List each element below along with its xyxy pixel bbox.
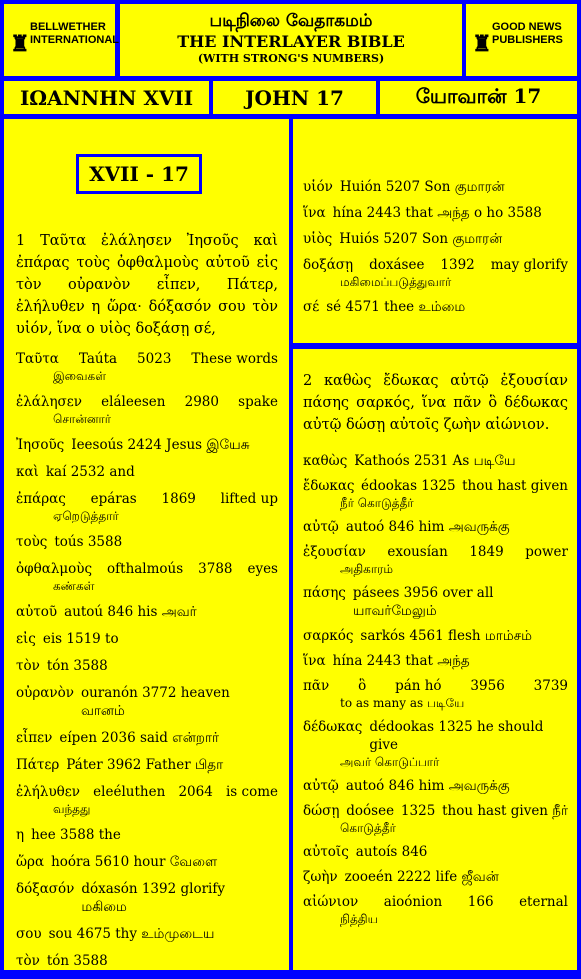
word-entry-line [16, 350, 278, 368]
word-entry [303, 893, 568, 927]
greek-word: ὀφθαλμοὺς [16, 561, 93, 577]
word-detail: 2064 [178, 784, 213, 800]
header-title-box [120, 4, 462, 76]
word-entry-line [16, 729, 278, 747]
word-detail: pán hó [395, 678, 442, 694]
greek-word: σου [16, 926, 42, 942]
tamil-meaning: அதிகாரம் [340, 562, 393, 576]
greek-word: σαρκός [303, 628, 354, 644]
word-entry-line [16, 603, 278, 621]
word-detail: autoís 846 [355, 844, 428, 860]
word-entry [303, 543, 568, 577]
title-tamil: படிநிலை வேதாகமம் [209, 11, 373, 31]
word-entry [16, 630, 278, 648]
greek-word: δώσῃ [303, 803, 340, 819]
tamil-meaning: இவைகள் [53, 369, 107, 383]
tamil-meaning: அவர் கொடுப்பார் [340, 755, 440, 769]
greek-word: ἵνα [303, 653, 326, 669]
word-entry [303, 584, 568, 620]
word-entry-line [303, 868, 568, 886]
word-detail: eis 1519 to [42, 631, 119, 647]
greek-word: Ἰησοῦς [16, 437, 65, 453]
tamil-meaning: நீர் கொடுத்தீர் [340, 496, 414, 510]
word-entry-line [303, 843, 568, 861]
word-detail: Ieesoús 2424 Jesus இயேசு [71, 437, 250, 453]
word-entry [16, 925, 278, 943]
word-detail: sarkós 4561 flesh மாம்சம் [360, 628, 533, 644]
left-word-list [16, 350, 278, 979]
word-detail: hína 2443 that அந்த [332, 653, 470, 669]
word-entry [16, 853, 278, 871]
word-detail: eláleesen [101, 394, 166, 410]
word-detail: tón 3588 [46, 658, 108, 674]
word-detail: 2980 [184, 394, 219, 410]
word-detail: 1392 [440, 257, 475, 273]
word-detail: hee 3588 the [31, 827, 121, 843]
greek-word: ζωὴν [303, 869, 338, 885]
greek-word: Πάτερ [16, 757, 60, 773]
word-entry [16, 560, 278, 594]
word-entry-line [16, 560, 278, 578]
tamil-meaning: நித்திய [340, 912, 378, 926]
word-detail: exousían [387, 544, 448, 560]
word-entry-line [303, 256, 568, 274]
greek-word: καθὼς [303, 453, 348, 469]
word-entry-line [16, 630, 278, 648]
word-entry [16, 729, 278, 747]
word-detail: sou 4675 thy உம்முடைய [48, 926, 215, 942]
word-entry-line [303, 802, 568, 820]
word-entry-line [16, 463, 278, 481]
word-entry-line [303, 452, 568, 470]
word-entry-line [16, 880, 278, 916]
tower-icon: ♜ [472, 31, 492, 57]
word-detail: eípen 2036 said என்றார் [59, 730, 220, 746]
word-entry-line [303, 230, 568, 248]
greek-word: ἐπάρας [16, 491, 66, 507]
word-entry [303, 777, 568, 795]
word-entry [303, 843, 568, 861]
word-detail: édookas 1325 [360, 478, 456, 494]
word-entry-line [16, 533, 278, 551]
title-main: THE INTERLAYER BIBLE [177, 32, 405, 51]
word-entry-line [16, 783, 278, 801]
word-detail: 3788 [198, 561, 233, 577]
word-detail: 5023 [137, 351, 172, 367]
word-detail: eternal [519, 894, 568, 910]
word-detail: aioónion [383, 894, 443, 910]
greek-word: υἱὸς [303, 231, 333, 247]
word-entry [16, 952, 278, 970]
word-detail: kaí 2532 and [45, 464, 135, 480]
word-detail: eleéluthen [93, 784, 166, 800]
word-detail: Huiós 5207 Son குமாரன் [339, 231, 503, 247]
right-top-word-list [303, 178, 568, 324]
greek-word: δέδωκας [303, 719, 363, 735]
word-detail: eyes [247, 561, 278, 577]
word-entry [303, 204, 568, 222]
word-detail: 1869 [161, 491, 196, 507]
word-detail: 1325 [400, 803, 436, 819]
tamil-meaning: கண்கள் [53, 579, 95, 593]
verse-2-text: 2 καθὼς ἔδωκας αὐτῷ ἐξουσίαν πάσης σαρκός, ἵνα πᾶν ὃ δέδωκας αὐτῷ δώσῃ αὐτοῖς ζωὴν αἰώνιον. [303, 373, 568, 433]
word-detail: doósee [346, 803, 395, 819]
verse-1-text: 1 Ταῦτα ἐλάλησεν Ἰησοῦς καὶ ἐπάρας τοὺς ὀφθαλμοὺς αὐτοῦ εἰς τὸν οὐρανὸν εἶπεν, Πάτερ, ἐλήλυθεν η ὥρα· δόξασόν σου τὸν υἱόν, ἵνα ο υἱὸς δοξάσῃ σέ, [16, 233, 278, 337]
bellwether-logo-text: BELLWETHER INTERNATIONAL [30, 21, 120, 46]
word-entry [303, 718, 568, 770]
greek-word: τὸν [16, 658, 40, 674]
greek-word: δοξάσῃ [303, 257, 354, 273]
word-detail: thou hast given நீர் [442, 803, 568, 819]
word-entry [303, 802, 568, 836]
reference-greek: ΙΩΑΝΝΗΝ XVII [4, 81, 209, 114]
greek-word: ὥρα [16, 854, 45, 870]
greek-word: ἔδωκας [303, 478, 355, 494]
word-entry [16, 783, 278, 817]
greek-word: ἐλήλυθεν [16, 784, 80, 800]
word-detail: 3739 [533, 678, 568, 694]
word-entry-line [303, 677, 568, 695]
word-entry-line [16, 756, 278, 774]
word-detail: Kathoós 2531 As படியே [354, 453, 516, 469]
word-detail: ὃ [358, 678, 367, 694]
word-detail: Huión 5207 Son குமாரன் [339, 179, 505, 195]
word-detail: 1849 [469, 544, 504, 560]
word-entry [16, 684, 278, 720]
verse-tag: XVII - 17 [76, 154, 202, 194]
word-entry [303, 230, 568, 248]
tower-icon: ♜ [10, 31, 30, 57]
word-entry-line [16, 393, 278, 411]
word-entry-line [303, 477, 568, 495]
word-detail: doxásee [369, 257, 425, 273]
word-entry [303, 868, 568, 886]
reference-tamil: யோவான் 17 [380, 81, 577, 114]
greek-word: πάσης [303, 585, 346, 601]
tamil-meaning: சொன்னார் [53, 412, 112, 426]
word-entry-line [16, 684, 278, 720]
greek-word: πᾶν [303, 678, 330, 694]
word-detail: hoóra 5610 hour வேளை [51, 854, 218, 870]
greek-word: εἰς [16, 631, 36, 647]
reference-english: JOHN 17 [213, 81, 376, 114]
word-entry-line [16, 952, 278, 970]
tamil-meaning: to as many as படியே [340, 696, 465, 710]
word-entry [303, 452, 568, 470]
word-entry-line [16, 826, 278, 844]
word-detail: pásees 3956 over all யாவர்மேலும் [352, 585, 494, 619]
word-detail: ofthalmoús [107, 561, 184, 577]
word-entry [303, 178, 568, 196]
word-entry [16, 657, 278, 675]
word-entry [303, 256, 568, 290]
greek-word: τὸν [16, 953, 40, 969]
word-entry-line [303, 584, 568, 620]
word-entry [16, 436, 278, 454]
word-entry [16, 756, 278, 774]
greek-word: αὐτοῖς [303, 844, 349, 860]
word-entry-line [303, 204, 568, 222]
word-detail: may glorify [490, 257, 568, 273]
greek-word: δόξασόν [16, 881, 75, 897]
word-entry-line [303, 893, 568, 911]
word-entry [303, 652, 568, 670]
word-entry [303, 677, 568, 711]
word-entry [16, 490, 278, 524]
good-news-logo-text: GOOD NEWS PUBLISHERS [492, 21, 563, 46]
word-entry [16, 603, 278, 621]
greek-word: ἐλάλησεν [16, 394, 82, 410]
word-detail: sé 4571 thee உம்மை [326, 299, 466, 315]
word-entry [16, 393, 278, 427]
bellwether-logo [4, 4, 120, 76]
word-entry-line [303, 298, 568, 316]
greek-word: ἵνα [303, 205, 326, 221]
word-entry [16, 880, 278, 916]
word-entry [303, 477, 568, 511]
word-detail: 3956 [470, 678, 505, 694]
word-entry-line [303, 627, 568, 645]
word-detail: power [525, 544, 568, 560]
tamil-meaning: மகிமைப்படுத்துவார் [340, 275, 452, 289]
greek-word: οὐρανὸν [16, 685, 74, 701]
title-sub: (WITH STRONG'S NUMBERS) [197, 52, 385, 65]
greek-word: εἶπεν [16, 730, 53, 746]
word-entry [303, 627, 568, 645]
word-detail: toús 3588 [54, 534, 123, 550]
word-detail: These words [191, 351, 278, 367]
word-entry [16, 533, 278, 551]
word-entry [16, 826, 278, 844]
greek-word: αὐτοῦ [16, 604, 58, 620]
word-entry-line [303, 543, 568, 561]
word-entry-line [16, 436, 278, 454]
word-detail: spake [238, 394, 278, 410]
word-detail: autoó 846 him அவருக்கு [345, 778, 510, 794]
word-detail: is come [225, 784, 278, 800]
tamil-meaning: ஏறெடுத்தார் [53, 509, 119, 523]
word-entry [303, 518, 568, 536]
word-entry-line [16, 853, 278, 871]
word-detail: dóxasón 1392 glorify மகிமை [81, 881, 225, 915]
word-detail: Páter 3962 Father பிதா [66, 757, 224, 773]
greek-word: υἱόν [303, 179, 333, 195]
word-entry-line [16, 925, 278, 943]
word-entry [303, 298, 568, 316]
word-entry-line [303, 718, 568, 754]
word-entry-line [303, 178, 568, 196]
greek-word: καὶ [16, 464, 39, 480]
tamil-meaning: வந்தது [53, 802, 91, 816]
greek-word: η [16, 827, 25, 843]
greek-word: τοὺς [16, 534, 48, 550]
word-detail: autoú 846 his அவர் [64, 604, 197, 620]
word-detail: thou hast given [462, 478, 568, 494]
word-detail: Taúta [78, 351, 118, 367]
word-detail: epáras [90, 491, 137, 507]
word-entry-line [16, 657, 278, 675]
word-entry [16, 350, 278, 384]
greek-word: αἰώνιον [303, 894, 359, 910]
good-news-logo [466, 4, 577, 76]
word-detail: dédookas 1325 he should give [369, 719, 544, 753]
greek-word: αὐτῷ [303, 519, 339, 535]
greek-word: ἐξουσίαν [303, 544, 366, 560]
tamil-meaning: கொடுத்தீர் [340, 821, 396, 835]
word-detail: 166 [467, 894, 494, 910]
word-detail: tón 3588 [46, 953, 108, 969]
greek-word: αὐτῷ [303, 778, 339, 794]
word-detail: ouranón 3772 heaven வானம் [80, 685, 230, 719]
word-entry-line [303, 652, 568, 670]
word-detail: hína 2443 that அந்த ο ho 3588 [332, 205, 542, 221]
word-entry-line [16, 490, 278, 508]
word-detail: autoó 846 him அவருக்கு [345, 519, 510, 535]
word-detail: zooeén 2222 life ஜீவன் [344, 869, 499, 885]
greek-word: Ταῦτα [16, 351, 59, 367]
word-entry-line [303, 518, 568, 536]
right-bottom-word-list [303, 452, 568, 934]
word-entry [16, 463, 278, 481]
word-detail: lifted up [220, 491, 278, 507]
greek-word: σέ [303, 299, 320, 315]
word-entry-line [303, 777, 568, 795]
